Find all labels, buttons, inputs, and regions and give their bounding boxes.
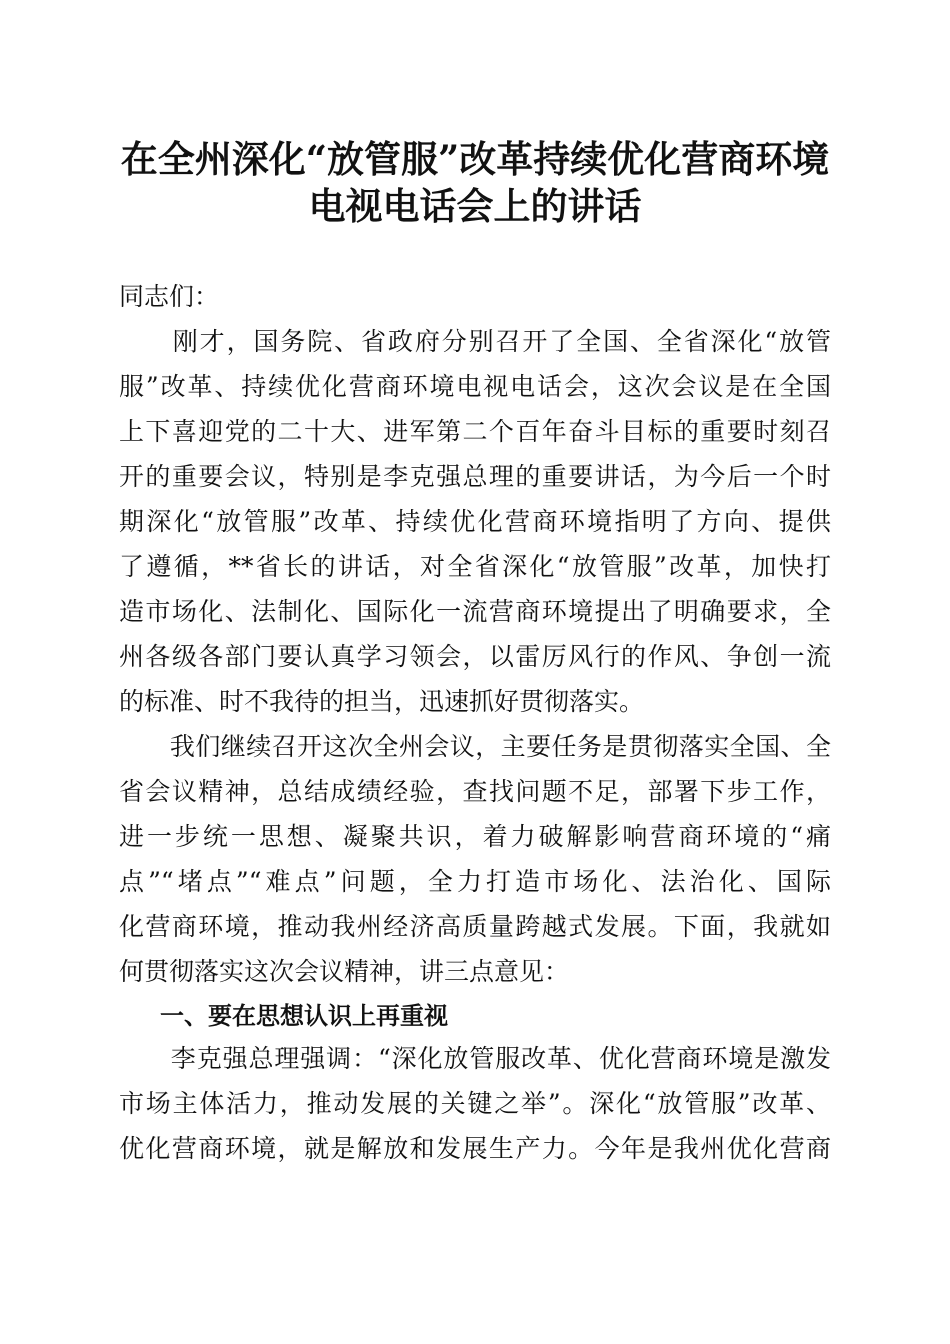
paragraph-1-line: 了遵循，**省长的讲话，对全省深化“放管服”改革，加快打: [119, 552, 831, 581]
paragraph-3-line: 李克强总理强调：“深化放管服改革、优化营商环境是激发: [119, 1044, 831, 1073]
paragraph-1-line: 开的重要会议，特别是李克强总理的重要讲话，为今后一个时: [119, 462, 831, 491]
salutation: 同志们：: [119, 282, 220, 311]
document-title-line-2: 电视电话会上的讲话: [308, 184, 642, 228]
paragraph-2-line: 点”“堵点”“难点”问题，全力打造市场化、法治化、国际: [119, 867, 831, 896]
paragraph-2-line: 省会议精神，总结成绩经验，查找问题不足，部署下步工作，: [119, 777, 831, 806]
paragraph-1-line: 的标准、时不我待的担当，迅速抓好贯彻落实。: [119, 687, 645, 716]
document-title-line-1: 在全州深化“放管服”改革持续优化营商环境: [120, 137, 830, 181]
paragraph-1-line: 期深化“放管服”改革、持续优化营商环境指明了方向、提供: [119, 507, 831, 536]
paragraph-2-line: 我们继续召开这次全州会议，主要任务是贯彻落实全国、全: [119, 732, 831, 761]
paragraph-1-line: 州各级各部门要认真学习领会，以雷厉风行的作风、争创一流: [119, 642, 831, 671]
paragraph-3-line: 市场主体活力，推动发展的关键之举”。深化“放管服”改革、: [119, 1089, 831, 1118]
paragraph-1-line: 上下喜迎党的二十大、进军第二个百年奋斗目标的重要时刻召: [119, 417, 831, 446]
paragraph-2-line: 化营商环境，推动我州经济高质量跨越式发展。下面，我就如: [119, 912, 831, 941]
paragraph-2-line: 何贯彻落实这次会议精神，讲三点意见：: [119, 957, 570, 986]
paragraph-1-line: 造市场化、法制化、国际化一流营商环境提出了明确要求，全: [119, 597, 831, 626]
paragraph-1-line: 刚才，国务院、省政府分别召开了全国、全省深化“放管: [119, 327, 831, 356]
paragraph-3-line: 优化营商环境，就是解放和发展生产力。今年是我州优化营商: [119, 1134, 831, 1163]
paragraph-1-line: 服”改革、持续优化营商环境电视电话会，这次会议是在全国: [119, 372, 831, 401]
paragraph-2-line: 进一步统一思想、凝聚共识，着力破解影响营商环境的“痛: [119, 822, 831, 851]
section-heading-1: 一、要在思想认识上再重视: [160, 1002, 448, 1030]
